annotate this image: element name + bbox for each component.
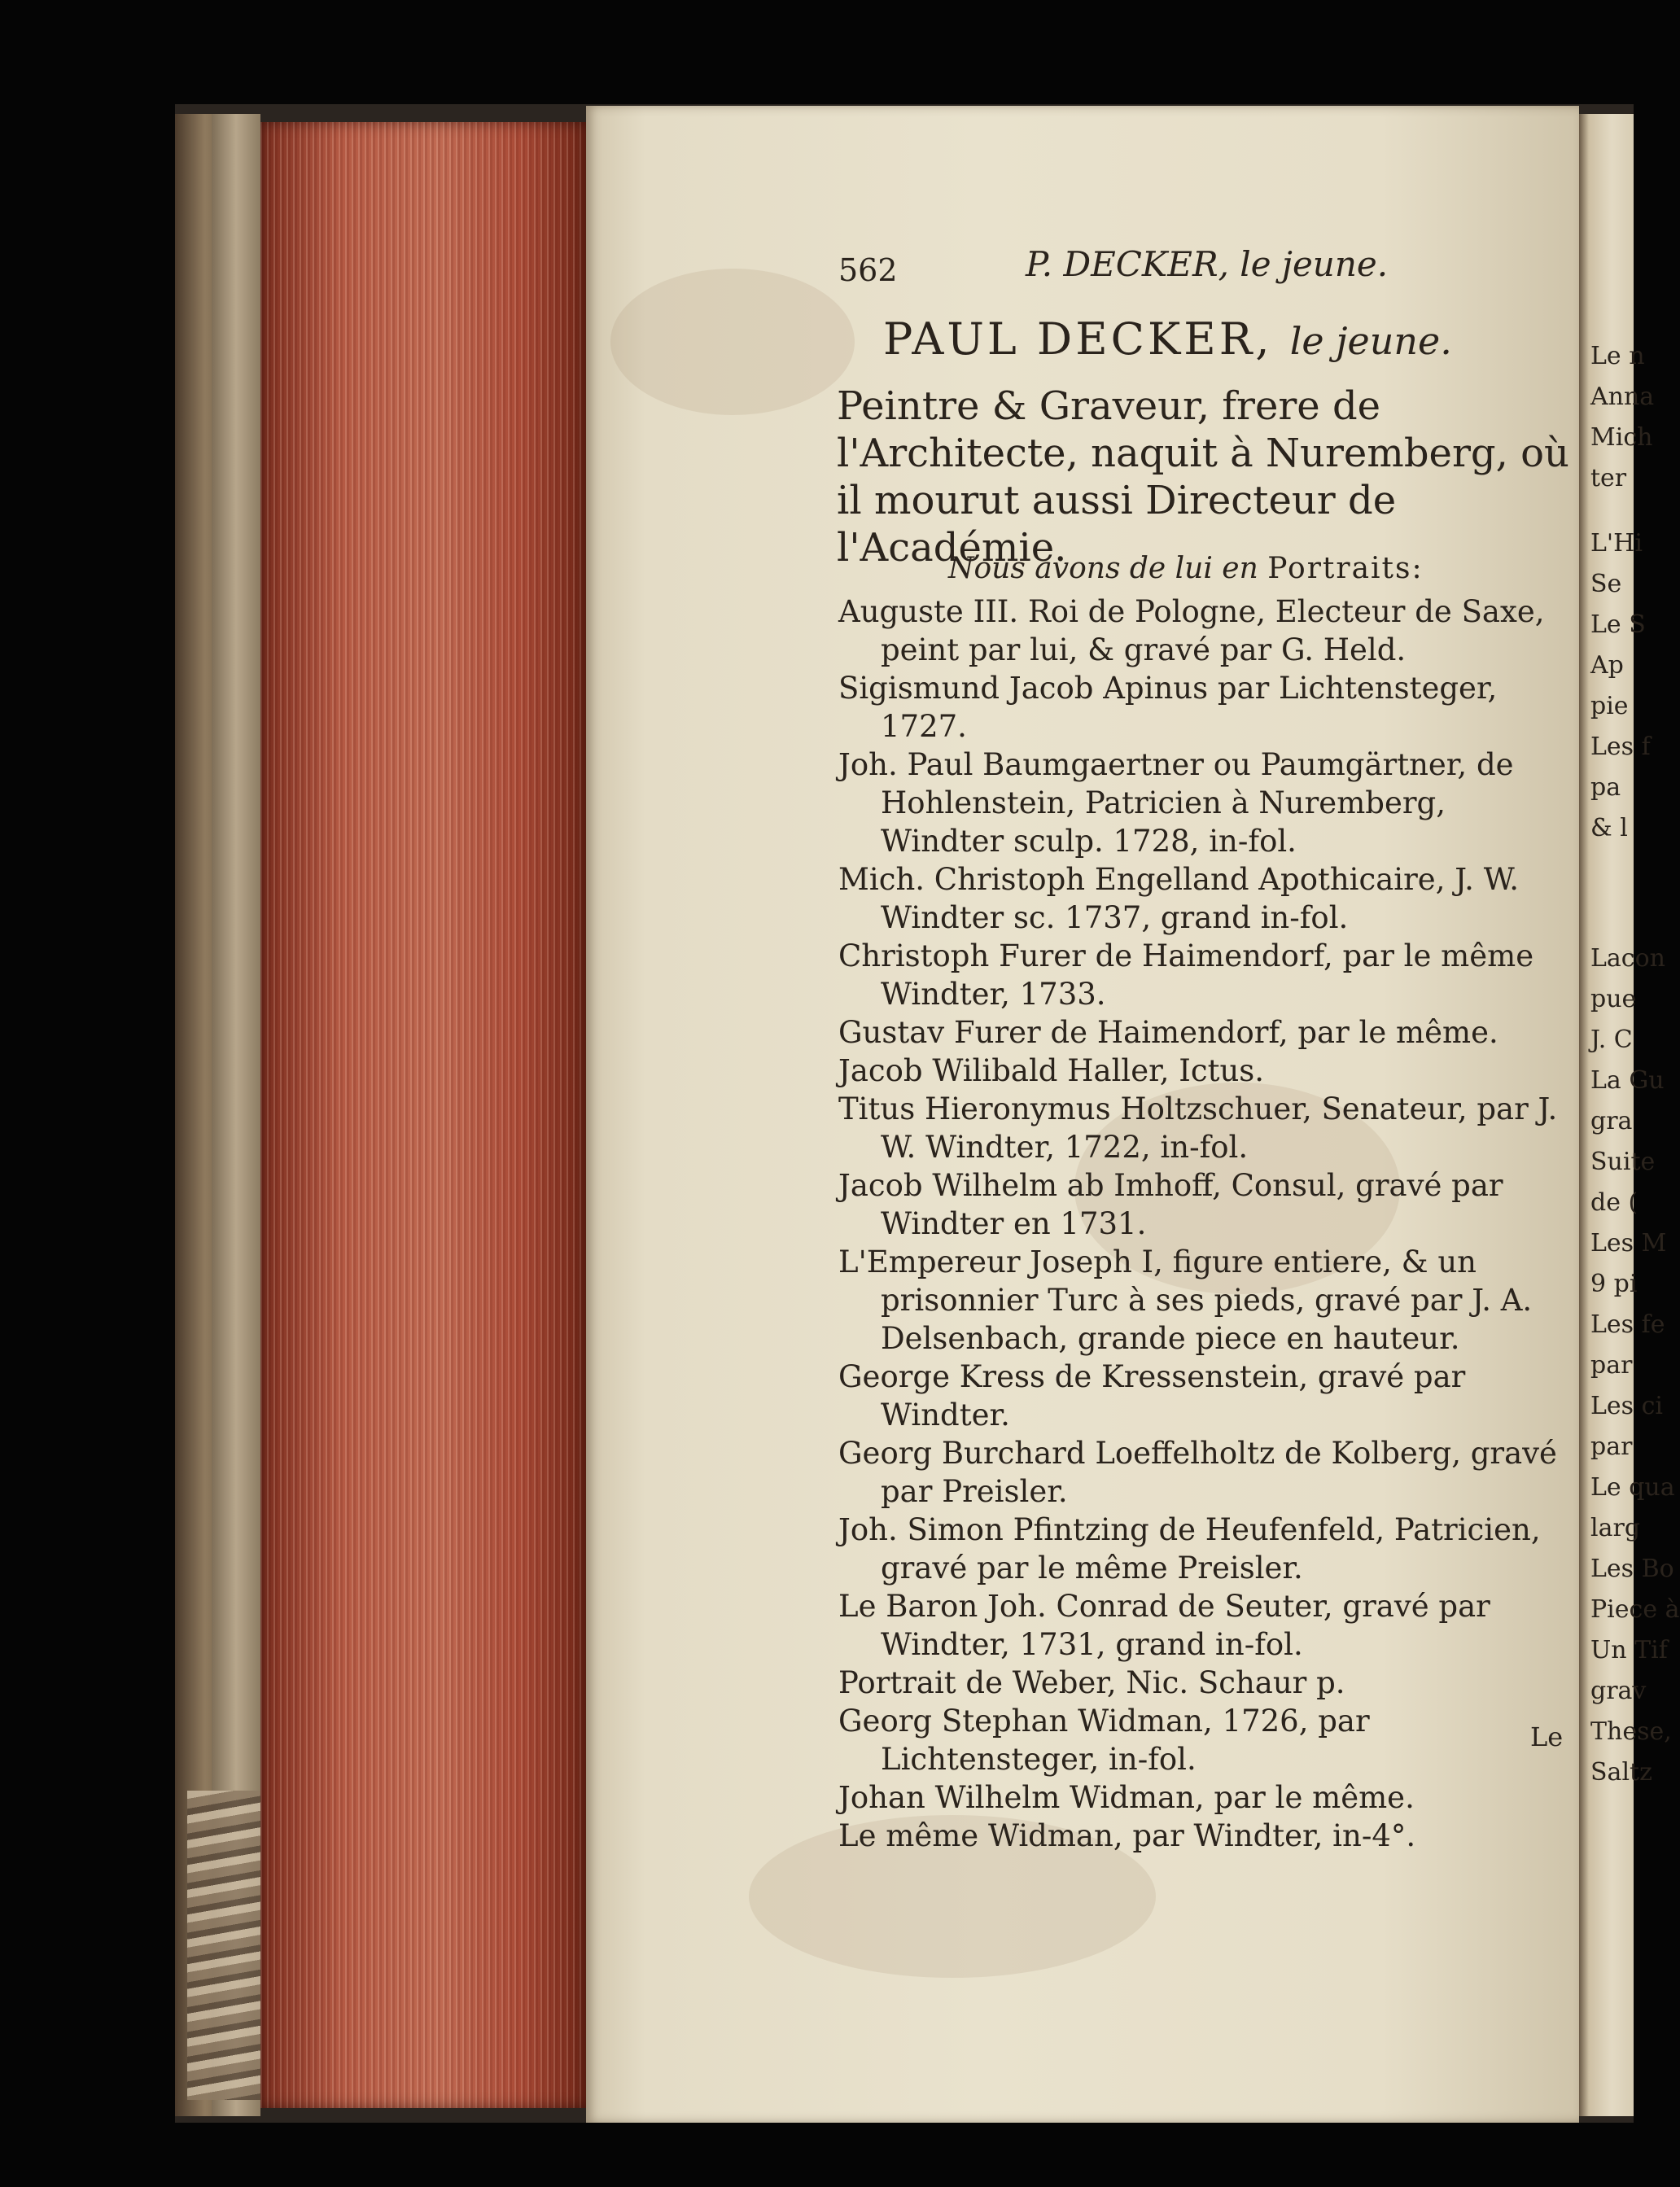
facing-page-fragment: 9 pi — [1590, 1270, 1638, 1298]
facing-page-fragment: Les f — [1590, 733, 1651, 761]
facing-page-fragment: Mich — [1590, 423, 1653, 452]
list-item: Joh. Simon Pfintzing de Heufenfeld, Patricien, gravé par le même Preisler. — [838, 1512, 1541, 1586]
facing-page-fragment: & l — [1590, 814, 1628, 842]
list-item: Mich. Christoph Engelland Apothicaire, J. W. Windter sc. 1737, grand in-fol. — [838, 862, 1520, 935]
facing-page-fragment: Les M — [1590, 1229, 1667, 1258]
facing-page-edge — [1579, 114, 1680, 2116]
list-item: Jacob Wilibald Haller, Ictus. — [838, 1053, 1265, 1088]
list-item: Auguste III. Roi de Pologne, Electeur de Saxe, peint par lui, & gravé par G. Held. — [838, 594, 1545, 667]
list-item: Le Baron Joh. Conrad de Seuter, gravé par Windter, 1731, grand in-fol. — [838, 1589, 1490, 1662]
list-item: Titus Hieronymus Holtzschuer, Senateur, par J. W. Windter, 1722, in-fol. — [838, 1091, 1558, 1165]
list-item: George Kress de Kressenstein, gravé par Windter. — [838, 1359, 1466, 1432]
facing-page-fragment: ter — [1590, 464, 1627, 492]
list-item: Johan Wilhelm Widman, par le même. — [838, 1780, 1415, 1815]
facing-page-fragment: J. C — [1590, 1026, 1633, 1054]
page-number: 562 — [838, 252, 898, 288]
facing-page-fragment: pa — [1590, 773, 1621, 802]
list-item: Georg Burchard Loeffelholtz de Kolberg, gravé par Preisler. — [838, 1436, 1557, 1509]
list-item: Christoph Furer de Haimendorf, par le même Windter, 1733. — [838, 938, 1534, 1012]
facing-page-fragment: gra — [1590, 1107, 1633, 1135]
catchword: Le — [1530, 1721, 1564, 1752]
list-item: Gustav Furer de Haimendorf, par le même. — [838, 1015, 1498, 1050]
facing-page-fragment: de ( — [1590, 1188, 1638, 1217]
running-title: P. DECKER, le jeune. — [1026, 244, 1389, 284]
facing-page-fragment: Les fe — [1590, 1310, 1665, 1339]
facing-page-fragment: Les Bo — [1590, 1555, 1674, 1583]
facing-page-fragment: Le n — [1590, 342, 1645, 370]
section-heading — [948, 552, 1424, 585]
facing-page-fragment: Le S — [1590, 610, 1646, 639]
list-item: Sigismund Jacob Apinus par Lichtensteger, 1727. — [838, 671, 1498, 744]
portrait-list — [838, 593, 1571, 1855]
list-item: L'Empereur Joseph I, figure entiere, & un prisonnier Turc à ses pieds, gravé par J. A. Delsenbach, grande piece en hauteur. — [838, 1244, 1533, 1356]
facing-page-fragment: L'Hi — [1590, 529, 1643, 558]
entry-title-italic: le jeune. — [1289, 319, 1452, 363]
facing-page-fragment: larg — [1590, 1514, 1641, 1542]
list-item: Jacob Wilhelm ab Imhoff, Consul, gravé par Windter en 1731. — [838, 1168, 1503, 1241]
entry-title-main: PAUL DECKER, — [883, 313, 1273, 365]
list-item: Portrait de Weber, Nic. Schaur p. — [838, 1665, 1345, 1700]
facing-page-fragment: La Gu — [1590, 1066, 1665, 1095]
facing-page-fragment: Piece à — [1590, 1595, 1680, 1624]
section-heading-italic: Nous avons de lui en — [948, 552, 1258, 585]
facing-page-fragment: Saltz — [1590, 1758, 1652, 1787]
facing-page-fragment: Suite — [1590, 1148, 1656, 1176]
facing-page-fragment: Lacon — [1590, 944, 1665, 973]
facing-page-fragment: Ap — [1590, 651, 1624, 680]
facing-page-fragment: Anna — [1590, 383, 1655, 411]
facing-page-fragment: These, — [1590, 1717, 1672, 1746]
facing-page-fragment: par — [1590, 1432, 1633, 1461]
facing-page-fragment: pue — [1590, 985, 1637, 1013]
facing-page-fragment: Se — [1590, 570, 1622, 598]
section-heading-caps: Portraits: — [1267, 552, 1424, 585]
facing-page-fragment: Le qua — [1590, 1473, 1675, 1502]
list-item: Georg Stephan Widman, 1726, par Lichtensteger, in-fol. — [838, 1704, 1370, 1777]
facing-page-fragment: par — [1590, 1351, 1633, 1380]
list-item: Le même Widman, par Windter, in-4°. — [838, 1818, 1416, 1853]
red-page-edges — [260, 122, 586, 2108]
facing-page-fragment: grav — [1590, 1677, 1647, 1705]
facing-page-fragment: Les ci — [1590, 1392, 1664, 1420]
list-item: Joh. Paul Baumgaertner ou Paumgärtner, de Hohlenstein, Patricien à Nuremberg, Windter sculp. 1728, in-fol. — [838, 747, 1514, 859]
intro-paragraph: Peintre & Graveur, frere de l'Architecte, naquit à Nuremberg, où il mourut aussi Directeur de l'Académie. — [837, 383, 1569, 571]
entry-title — [883, 313, 1452, 365]
facing-page-fragment: Un Tif — [1590, 1636, 1668, 1664]
worn-leather — [187, 1791, 260, 2100]
facing-page-fragment: pie — [1590, 692, 1629, 720]
